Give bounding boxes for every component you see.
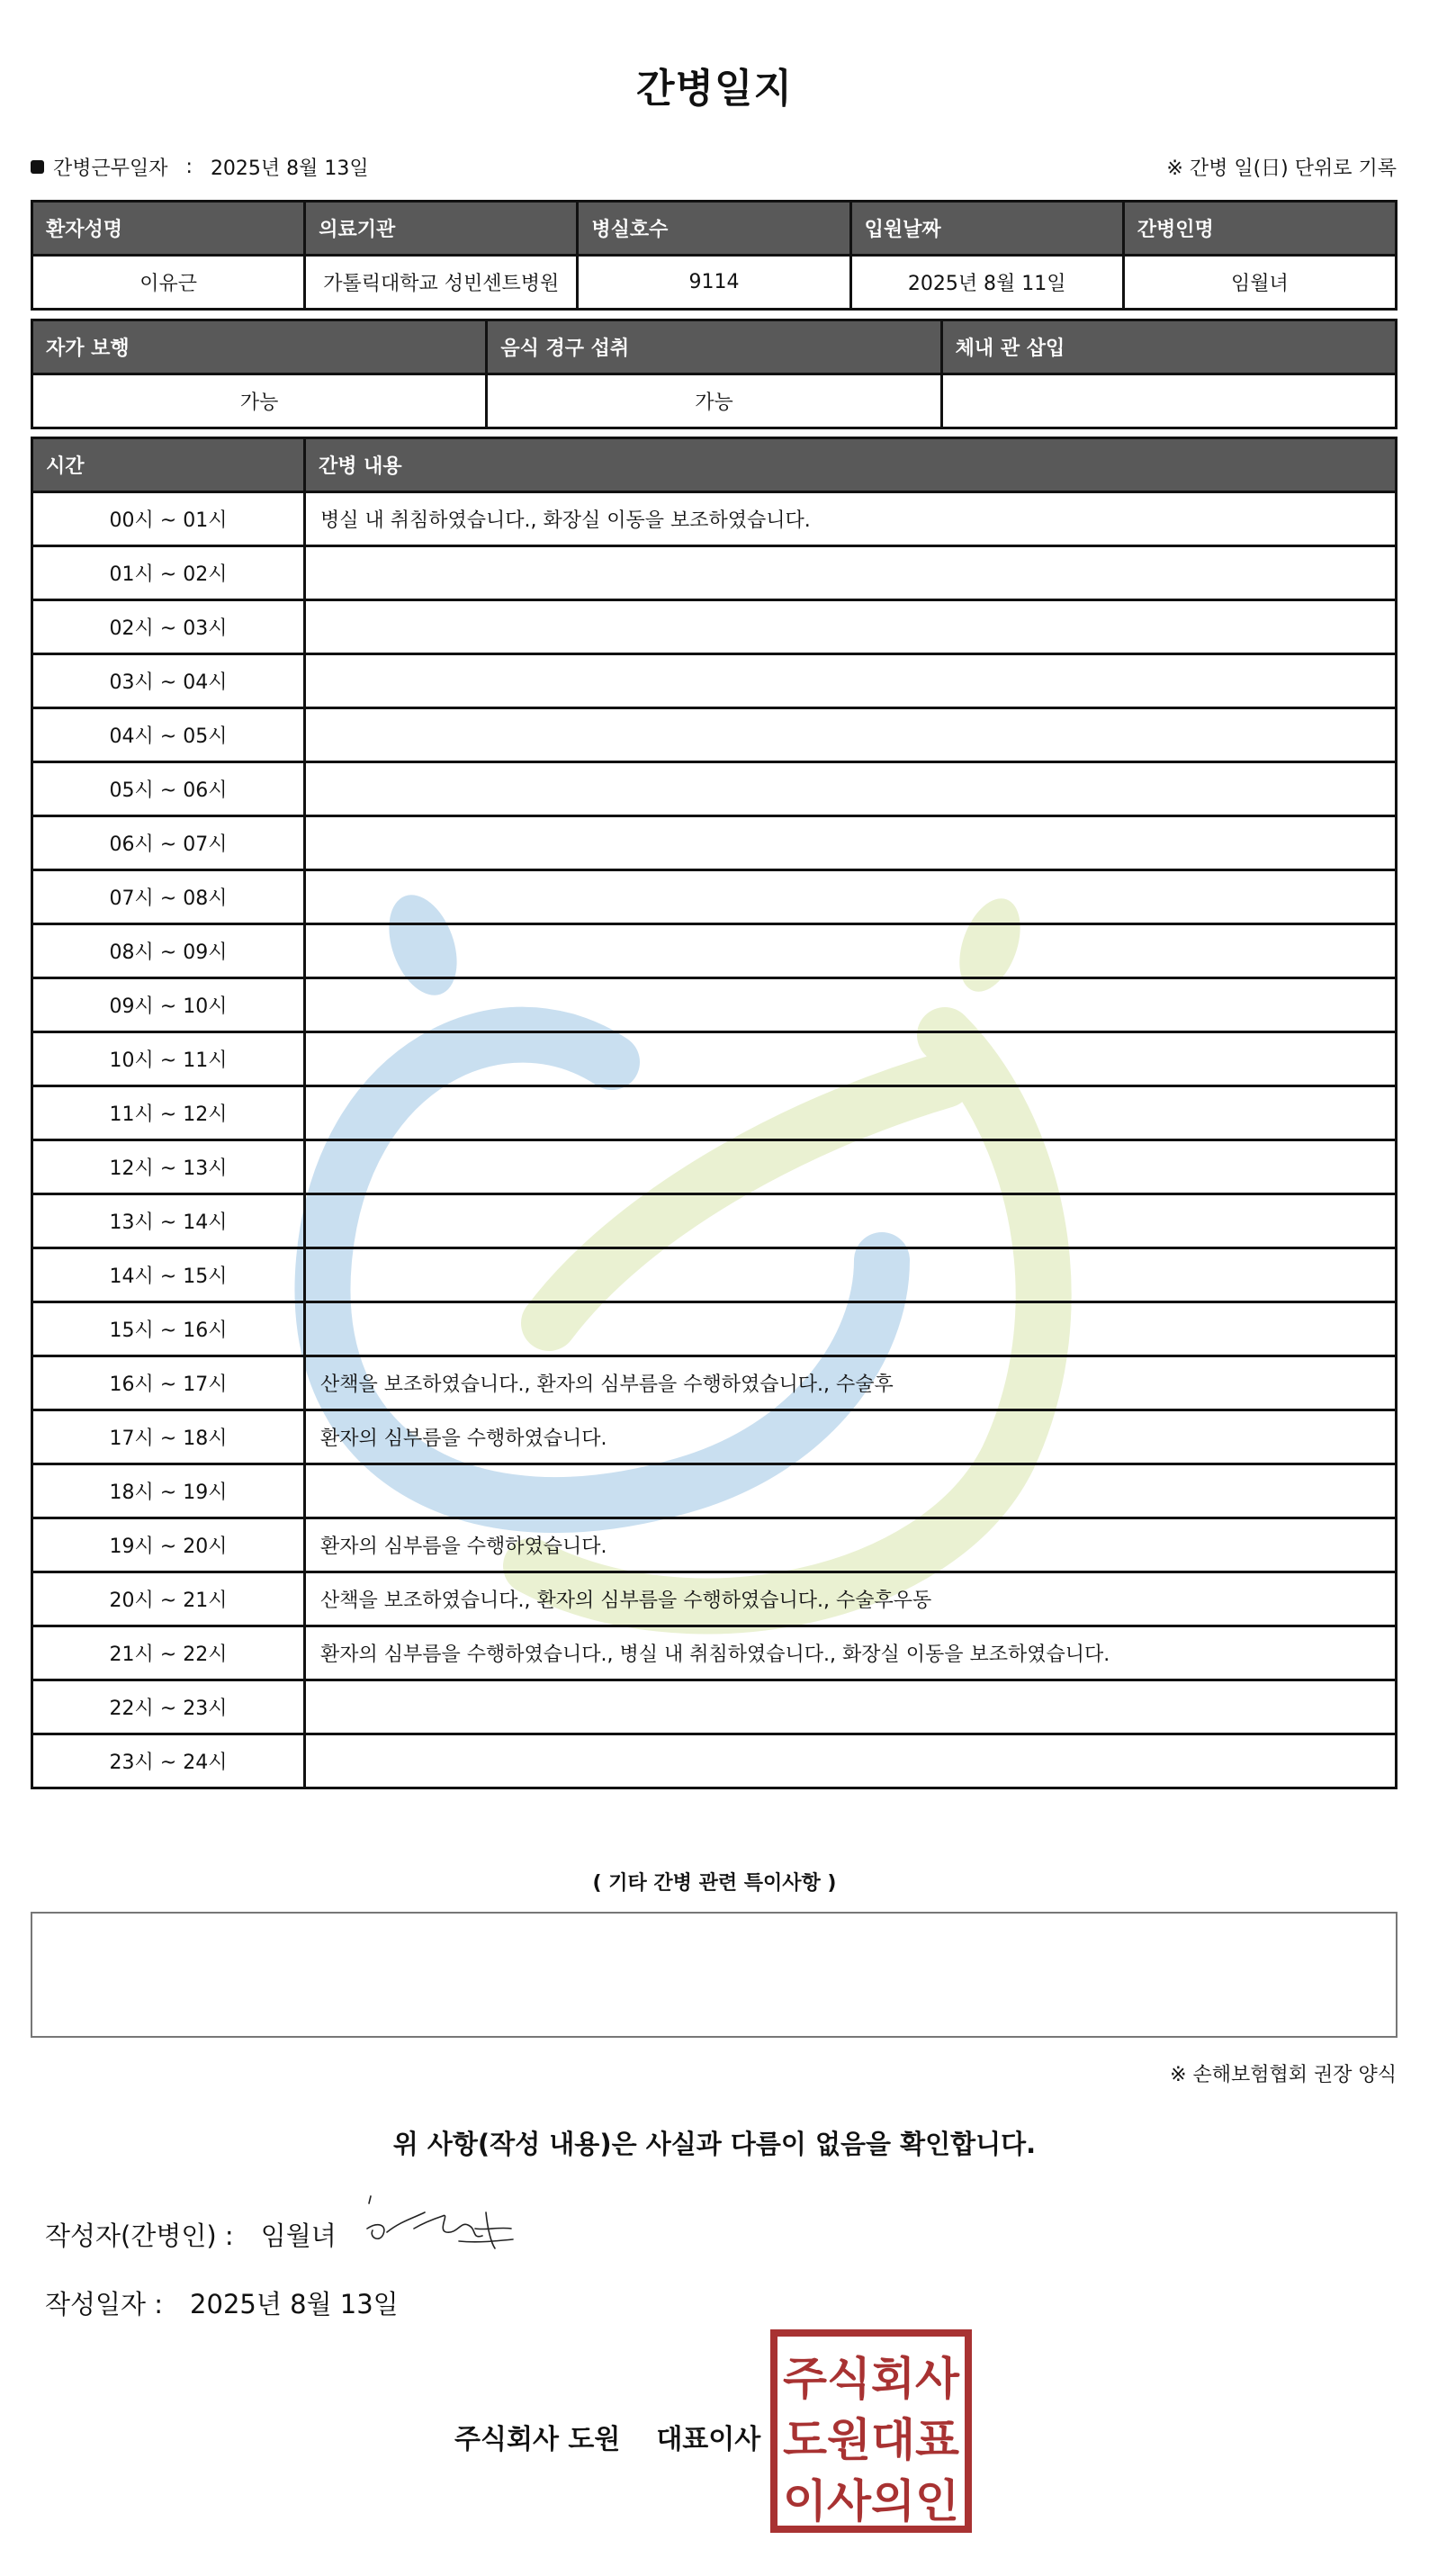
patient-info-table xyxy=(31,200,1398,311)
log-time-cell: 14시 ~ 15시 xyxy=(33,1249,306,1303)
log-content-cell xyxy=(306,655,1398,709)
work-date-colon: : xyxy=(185,156,193,178)
log-time-cell: 13시 ~ 14시 xyxy=(33,1195,306,1249)
write-date-label: 작성일자 : xyxy=(45,2289,164,2319)
log-time-cell: 00시 ~ 01시 xyxy=(33,493,306,547)
log-time-cell: 16시 ~ 17시 xyxy=(33,1357,306,1411)
oral-intake-value: 가능 xyxy=(488,375,942,429)
header-time: 시간 xyxy=(33,439,306,493)
log-time-cell: 21시 ~ 22시 xyxy=(33,1627,306,1681)
header-care-content: 간병 내용 xyxy=(306,439,1398,493)
self-walking-value: 가능 xyxy=(33,375,488,429)
remarks-box xyxy=(31,1912,1398,2038)
log-time-cell: 05시 ~ 06시 xyxy=(33,763,306,817)
log-content-cell xyxy=(306,871,1398,925)
log-time-cell: 06시 ~ 07시 xyxy=(33,817,306,871)
header-hospital: 의료기관 xyxy=(306,203,579,257)
log-time-cell: 20시 ~ 21시 xyxy=(33,1573,306,1627)
bullet-square-icon xyxy=(31,160,44,174)
log-time-cell: 22시 ~ 23시 xyxy=(33,1681,306,1735)
company-rep-title: 대표이사 xyxy=(656,2424,761,2455)
header-self-walking: 자가 보행 xyxy=(33,321,488,375)
work-date-label: 간병근무일자 xyxy=(53,158,168,180)
log-content-cell: 환자의 심부름을 수행하였습니다. xyxy=(306,1411,1398,1465)
confirmation-statement: 위 사항(작성 내용)은 사실과 다름이 없음을 확인합니다. xyxy=(392,2129,1037,2159)
log-time-cell: 17시 ~ 18시 xyxy=(33,1411,306,1465)
write-date-value: 2025년 8월 13일 xyxy=(190,2289,399,2319)
log-time-cell: 08시 ~ 09시 xyxy=(33,925,306,979)
log-content-cell: 환자의 심부름을 수행하였습니다. xyxy=(306,1519,1398,1573)
log-time-cell: 03시 ~ 04시 xyxy=(33,655,306,709)
log-time-cell: 12시 ~ 13시 xyxy=(33,1141,306,1195)
remarks-title: ( 기타 간병 관련 특이사항 ) xyxy=(592,1872,837,1895)
log-content-cell xyxy=(306,1249,1398,1303)
log-time-cell: 09시 ~ 10시 xyxy=(33,979,306,1033)
admission-date: 2025년 8월 11일 xyxy=(852,257,1125,311)
log-content-cell xyxy=(306,1735,1398,1789)
recommended-form-note: ※ 손해보험협회 권장 양식 xyxy=(1170,2064,1397,2086)
log-time-cell: 11시 ~ 12시 xyxy=(33,1087,306,1141)
log-content-cell xyxy=(306,1303,1398,1357)
patient-status-table xyxy=(31,319,1398,429)
log-content-cell xyxy=(306,709,1398,763)
log-content-cell xyxy=(306,547,1398,601)
writer-row xyxy=(45,2216,337,2253)
work-date-row xyxy=(31,153,369,181)
log-content-cell xyxy=(306,925,1398,979)
company-name: 주식회사 도원 xyxy=(454,2424,621,2455)
log-content-cell xyxy=(306,1033,1398,1087)
log-content-cell: 병실 내 취침하였습니다., 화장실 이동을 보조하였습니다. xyxy=(306,493,1398,547)
header-patient-name: 환자성명 xyxy=(33,203,306,257)
log-content-cell xyxy=(306,1465,1398,1519)
handwritten-signature xyxy=(360,2185,522,2266)
log-content-cell xyxy=(306,1681,1398,1735)
log-content-cell: 산책을 보조하였습니다., 환자의 심부름을 수행하였습니다., 수술후우동 xyxy=(306,1573,1398,1627)
header-admission-date: 입원날짜 xyxy=(852,203,1125,257)
tube-insertion-value xyxy=(943,375,1398,429)
writer-name: 임월녀 xyxy=(260,2220,337,2251)
company-seal-stamp xyxy=(770,2329,972,2533)
log-time-cell: 04시 ~ 05시 xyxy=(33,709,306,763)
log-time-cell: 07시 ~ 08시 xyxy=(33,871,306,925)
log-content-cell xyxy=(306,1087,1398,1141)
seal-text-line-2: 도원대표 xyxy=(783,2414,960,2466)
log-content-cell xyxy=(306,979,1398,1033)
company-row xyxy=(454,2417,760,2456)
log-content-cell xyxy=(306,763,1398,817)
room-number: 9114 xyxy=(579,257,851,311)
log-time-cell: 02시 ~ 03시 xyxy=(33,601,306,655)
log-content-cell xyxy=(306,601,1398,655)
log-time-cell: 23시 ~ 24시 xyxy=(33,1735,306,1789)
log-time-cell: 19시 ~ 20시 xyxy=(33,1519,306,1573)
log-content-cell xyxy=(306,1195,1398,1249)
caregiver-name: 임월녀 xyxy=(1125,257,1398,311)
log-content-cell xyxy=(306,817,1398,871)
header-room: 병실호수 xyxy=(579,203,851,257)
seal-text-line-1: 주식회사 xyxy=(783,2353,960,2405)
header-caregiver-name: 간병인명 xyxy=(1125,203,1398,257)
log-time-cell: 18시 ~ 19시 xyxy=(33,1465,306,1519)
header-tube-insertion: 체내 관 삽입 xyxy=(943,321,1398,375)
unit-note: ※ 간병 일(日) 단위로 기록 xyxy=(1166,158,1397,180)
care-log-table xyxy=(31,437,1398,1789)
page-title: 간병일지 xyxy=(635,66,793,112)
work-date-value: 2025년 8월 13일 xyxy=(210,158,369,180)
hospital-name: 가톨릭대학교 성빈센트병원 xyxy=(306,257,579,311)
log-content-cell: 산책을 보조하였습니다., 환자의 심부름을 수행하였습니다., 수술후 xyxy=(306,1357,1398,1411)
log-time-cell: 10시 ~ 11시 xyxy=(33,1033,306,1087)
log-content-cell xyxy=(306,1141,1398,1195)
writer-label: 작성자(간병인) : xyxy=(45,2220,234,2251)
log-time-cell: 15시 ~ 16시 xyxy=(33,1303,306,1357)
seal-text-line-3: 이사의인 xyxy=(783,2475,959,2527)
header-oral-intake: 음식 경구 섭취 xyxy=(488,321,942,375)
log-time-cell: 01시 ~ 02시 xyxy=(33,547,306,601)
log-content-cell: 환자의 심부름을 수행하였습니다., 병실 내 취침하였습니다., 화장실 이동을 보조하였습니다. xyxy=(306,1627,1398,1681)
patient-name: 이유근 xyxy=(33,257,306,311)
write-date-row xyxy=(45,2284,399,2321)
